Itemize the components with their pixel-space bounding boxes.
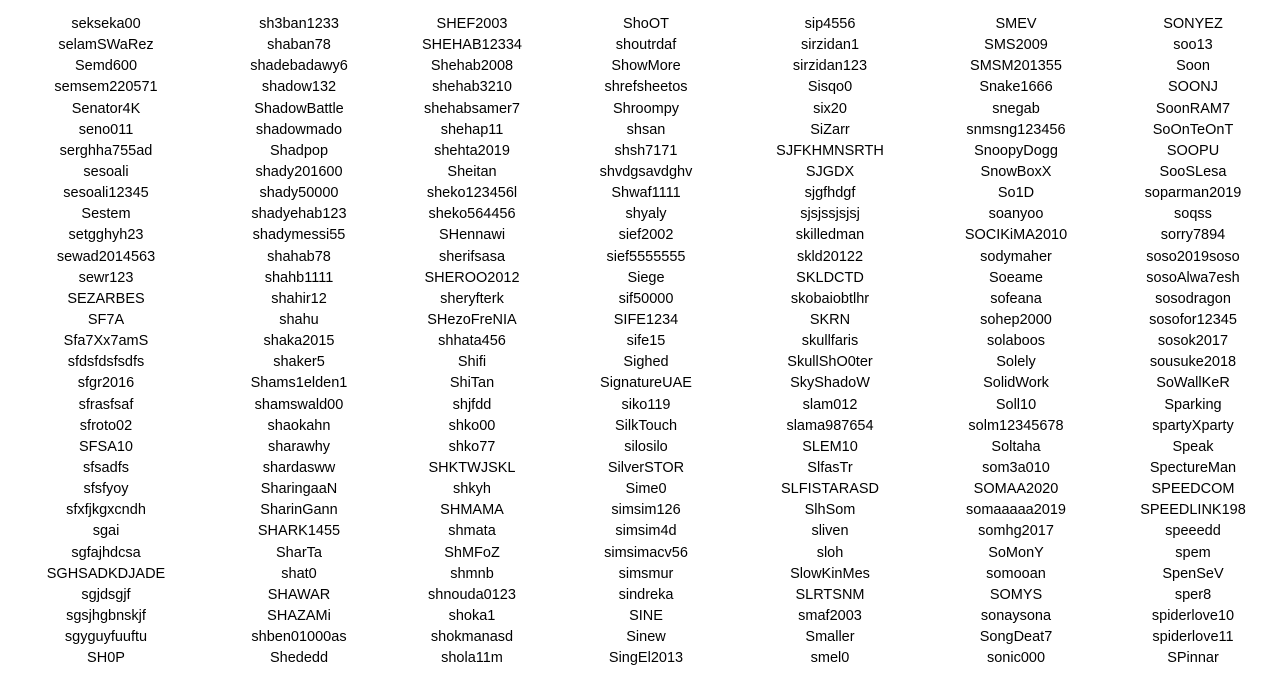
username-cell: shehabsamer7 — [424, 100, 520, 117]
username-cell: sgyguyfuuftu — [64, 629, 148, 646]
username-cell: soparman2019 — [1144, 185, 1242, 202]
username-column-5 — [734, 14, 926, 669]
username-cell: SoMonY — [988, 544, 1044, 561]
username-cell: Shams1elden1 — [250, 375, 348, 392]
username-cell: sgfajhdcsa — [71, 544, 141, 561]
username-cell: Siege — [627, 269, 665, 286]
username-cell: SharinGann — [260, 502, 338, 519]
username-cell: shsh7171 — [614, 142, 678, 159]
username-cell: shmata — [448, 523, 496, 540]
username-cell: SnoopyDogg — [974, 142, 1058, 159]
username-cell: shadowmado — [255, 121, 343, 138]
username-cell: SOMAA2020 — [973, 481, 1059, 498]
username-cell: shvdgsavdghv — [599, 163, 693, 180]
username-cell: sfdsfdsfsdfs — [67, 354, 145, 371]
username-cell: SpectureMan — [1149, 459, 1237, 476]
username-cell: seno011 — [78, 121, 134, 138]
username-cell: SilkTouch — [614, 417, 678, 434]
username-cell: Soon — [1176, 58, 1210, 75]
username-cell: SharTa — [276, 544, 322, 561]
username-cell: SooSLesa — [1159, 163, 1227, 180]
username-cell: shadyehab123 — [251, 206, 347, 223]
username-cell: SoonRAM7 — [1155, 100, 1231, 117]
username-cell: SEZARBES — [67, 290, 145, 307]
username-cell: shokmanasd — [430, 629, 514, 646]
username-cell: SJGDX — [805, 163, 855, 180]
username-cell: soo13 — [1173, 37, 1213, 54]
username-cell: SOONJ — [1168, 79, 1218, 96]
username-cell: shady50000 — [259, 185, 339, 202]
username-cell: silosilo — [624, 438, 668, 455]
username-cell: Shededd — [269, 650, 329, 667]
username-cell: sfxfjkgxcndh — [66, 502, 146, 519]
username-cell: SHKTWJSKL — [428, 459, 516, 476]
username-cell: soanyoo — [988, 206, 1044, 223]
username-cell: soqss — [1174, 206, 1212, 223]
username-cell: Sparking — [1164, 396, 1222, 413]
username-cell: SkullShO0ter — [787, 354, 873, 371]
username-cell: shjfdd — [452, 396, 492, 413]
username-cell: SJFKHMNSRTH — [776, 142, 884, 159]
username-cell: SIFE1234 — [613, 311, 679, 328]
username-cell: sherifsasa — [438, 248, 506, 265]
username-column-2 — [212, 14, 386, 669]
username-cell: sfroto02 — [79, 417, 133, 434]
username-cell: sfgr2016 — [77, 375, 135, 392]
username-cell: SharingaaN — [260, 481, 338, 498]
username-cell: siko119 — [621, 396, 671, 413]
username-cell: SnowBoxX — [980, 163, 1052, 180]
username-cell: skld20122 — [796, 248, 864, 265]
username-cell: Smaller — [805, 629, 855, 646]
username-cell: SHAZAMi — [267, 607, 331, 624]
username-cell: sewad2014563 — [56, 248, 156, 265]
username-cell: SPEEDLINK198 — [1140, 502, 1246, 519]
username-cell: shehta2019 — [434, 142, 510, 159]
username-cell: SongDeat7 — [979, 629, 1053, 646]
username-cell: Soll10 — [995, 396, 1037, 413]
username-cell: simsimacv56 — [604, 544, 688, 561]
username-cell: SHMAMA — [440, 502, 504, 519]
username-cell: snmsng123456 — [966, 121, 1066, 138]
username-cell: shola11m — [441, 650, 503, 667]
username-cell: shaban78 — [267, 37, 331, 54]
username-cell: smaf2003 — [798, 607, 862, 624]
username-cell: sheko123456l — [426, 185, 518, 202]
username-cell: somooan — [986, 565, 1046, 582]
username-cell: sonaysona — [980, 607, 1052, 624]
username-cell: Soeame — [988, 269, 1043, 286]
username-cell: SHezoFreNIA — [427, 311, 517, 328]
username-cell: sohep2000 — [980, 311, 1052, 328]
username-cell: sewr123 — [78, 269, 134, 286]
username-column-4 — [558, 14, 734, 669]
username-cell: somaaaaa2019 — [966, 502, 1066, 519]
username-cell: spiderlove10 — [1151, 607, 1235, 624]
username-cell: sesoali — [83, 163, 129, 180]
username-cell: Snake1666 — [979, 79, 1053, 96]
username-cell: sloh — [816, 544, 844, 561]
username-cell: serghha755ad — [59, 142, 153, 159]
username-cell: Sfa7Xx7amS — [63, 333, 149, 350]
username-cell: So1D — [997, 185, 1035, 202]
username-cell: simsim126 — [611, 502, 681, 519]
username-cell: Shroompy — [612, 100, 680, 117]
username-cell: SOOPU — [1166, 142, 1220, 159]
username-cell: snegab — [992, 100, 1040, 117]
username-cell: skobaiobtlhr — [790, 290, 870, 307]
username-cell: sgai — [92, 523, 120, 540]
username-cell: sheryfterk — [440, 290, 504, 307]
username-cell: SHEHAB12334 — [422, 37, 522, 54]
username-cell: spartyXparty — [1152, 417, 1234, 434]
username-cell: SOMYS — [989, 586, 1043, 603]
username-cell: ShiTan — [449, 375, 495, 392]
username-cell: SHAWAR — [267, 586, 331, 603]
username-cell: sharawhy — [267, 438, 331, 455]
username-cell: SLRTSNM — [795, 586, 865, 603]
username-cell: SpenSeV — [1162, 565, 1224, 582]
username-cell: shaker5 — [273, 354, 325, 371]
username-cell: SKLDCTD — [796, 269, 864, 286]
username-cell: ShowMore — [611, 58, 681, 75]
username-cell: Semd600 — [74, 58, 138, 75]
username-cell: shehap11 — [440, 121, 504, 138]
username-cell: sjsjssjsjsj — [800, 206, 860, 223]
username-cell: SMS2009 — [984, 37, 1048, 54]
username-cell: shahir12 — [271, 290, 327, 307]
username-cell: sjgfhdgf — [804, 185, 856, 202]
username-cell: sekseka00 — [71, 16, 141, 32]
username-cell: SoOnTeOnT — [1152, 121, 1234, 138]
username-cell: shadow132 — [261, 79, 337, 96]
username-cell: SMEV — [995, 16, 1037, 32]
username-cell: SlfasTr — [807, 459, 853, 476]
username-cell: sirzidan1 — [800, 37, 860, 54]
username-cell: slam012 — [802, 396, 858, 413]
username-cell: sip4556 — [804, 16, 856, 32]
username-cell: shadymessi55 — [252, 227, 346, 244]
username-cell: simsmur — [618, 565, 674, 582]
username-cell: spiderlove11 — [1152, 629, 1234, 646]
username-cell: SFSA10 — [79, 438, 133, 455]
username-cell: sief5555555 — [606, 248, 686, 265]
username-cell: sirzidan123 — [792, 58, 868, 75]
username-cell: som3a010 — [982, 459, 1050, 476]
username-cell: speeedd — [1165, 523, 1221, 540]
username-cell: sosofor12345 — [1149, 311, 1237, 328]
username-cell: sodymaher — [980, 248, 1052, 265]
username-cell: Solely — [996, 354, 1036, 371]
username-cell: shhata456 — [438, 333, 506, 350]
username-cell: shat0 — [281, 565, 317, 582]
username-cell: skilledman — [795, 227, 865, 244]
username-cell: sfsfyoy — [83, 481, 129, 498]
username-cell: SPinnar — [1167, 650, 1219, 667]
username-cell: shkyh — [453, 481, 491, 498]
username-cell: sonic000 — [986, 650, 1046, 667]
username-cell: SingEl2013 — [608, 650, 684, 667]
username-cell: sliven — [811, 523, 849, 540]
username-cell: shadebadawy6 — [250, 58, 348, 75]
username-cell: SilverSTOR — [607, 459, 685, 476]
username-cell: SGHSADKDJADE — [46, 565, 166, 582]
username-cell: sheko564456 — [428, 206, 516, 223]
username-cell: skullfaris — [801, 333, 859, 350]
username-cell: Senator4K — [71, 100, 141, 117]
username-cell: Sime0 — [625, 481, 667, 498]
username-cell: sindreka — [618, 586, 674, 603]
username-cell: Shadpop — [269, 142, 329, 159]
username-cell: SINE — [629, 607, 663, 624]
username-cell: sif50000 — [618, 290, 674, 307]
username-column-3 — [386, 14, 558, 669]
username-cell: ShoOT — [623, 16, 669, 32]
username-cell: setgghyh23 — [68, 227, 144, 244]
username-cell: sgsjhgbnskjf — [66, 607, 146, 624]
username-cell: shaokahn — [267, 417, 331, 434]
username-cell: Sestem — [81, 206, 131, 223]
username-cell: SPEEDCOM — [1151, 481, 1235, 498]
username-cell: SHARK1455 — [257, 523, 341, 540]
username-cell: sgjdsgjf — [81, 586, 131, 603]
username-cell: sosodragon — [1155, 290, 1231, 307]
username-cell: shsan — [626, 121, 666, 138]
username-cell: sfrasfsaf — [78, 396, 134, 413]
username-cell: Sheitan — [447, 163, 497, 180]
username-cell: solm12345678 — [968, 417, 1064, 434]
username-cell: SMSM201355 — [970, 58, 1062, 75]
username-cell: sousuke2018 — [1149, 354, 1237, 371]
username-cell: SolidWork — [983, 375, 1049, 392]
username-cell: Speak — [1172, 438, 1214, 455]
username-cell: Sinew — [626, 629, 666, 646]
username-cell: SKRN — [809, 311, 851, 328]
username-cell: SF7A — [87, 311, 125, 328]
username-cell: sper8 — [1174, 586, 1212, 603]
username-cell: somhg2017 — [978, 523, 1054, 540]
username-cell: Shehab2008 — [430, 58, 514, 75]
username-cell: Soltaha — [991, 438, 1041, 455]
username-cell: SkyShadoW — [790, 375, 870, 392]
username-cell: shben01000as — [251, 629, 347, 646]
username-cell: sife15 — [626, 333, 666, 350]
username-grid — [0, 14, 1280, 669]
username-cell: six20 — [813, 100, 847, 117]
username-cell: shady201600 — [255, 163, 343, 180]
username-cell: SignatureUAE — [600, 375, 692, 392]
username-cell: soso2019soso — [1146, 248, 1240, 265]
username-cell: shehab3210 — [432, 79, 512, 96]
username-cell: slama987654 — [786, 417, 874, 434]
username-cell: SONYEZ — [1163, 16, 1223, 32]
username-cell: SiZarr — [810, 121, 850, 138]
username-cell: ShadowBattle — [254, 100, 344, 117]
username-cell: Sisqo0 — [807, 79, 853, 96]
username-cell: solaboos — [986, 333, 1046, 350]
username-cell: simsim4d — [615, 523, 677, 540]
username-cell: shahab78 — [267, 248, 331, 265]
username-cell: SLEM10 — [802, 438, 858, 455]
username-cell: shko00 — [448, 417, 496, 434]
username-cell: SlowKinMes — [790, 565, 870, 582]
username-cell: SHennawi — [438, 227, 506, 244]
username-cell: Shwaf1111 — [611, 185, 681, 202]
username-cell: shahu — [279, 311, 319, 328]
username-cell: sh3ban1233 — [259, 16, 339, 32]
username-cell: shahb1111 — [264, 269, 334, 286]
username-cell: shaka2015 — [263, 333, 335, 350]
username-cell: shmnb — [450, 565, 494, 582]
username-cell: shyaly — [625, 206, 667, 223]
username-cell: shardasww — [262, 459, 336, 476]
username-cell: shoka1 — [448, 607, 496, 624]
username-cell: SLFISTARASD — [780, 481, 880, 498]
username-cell: shrefsheetos — [604, 79, 688, 96]
username-cell: selamSWaRez — [58, 37, 154, 54]
username-cell: spem — [1175, 544, 1211, 561]
username-cell: SlhSom — [804, 502, 856, 519]
username-cell: shoutrdaf — [615, 37, 677, 54]
username-cell: Shifi — [457, 354, 487, 371]
username-cell: sorry7894 — [1160, 227, 1226, 244]
username-cell: SH0P — [87, 650, 125, 667]
username-cell: SoWallKeR — [1156, 375, 1230, 392]
username-cell: shamswald00 — [254, 396, 344, 413]
username-cell: smel0 — [810, 650, 850, 667]
username-cell: sofeana — [990, 290, 1042, 307]
username-column-1 — [0, 14, 212, 669]
username-cell: sosoAlwa7esh — [1146, 269, 1240, 286]
username-cell: sosok2017 — [1157, 333, 1229, 350]
username-cell: SOCIKiMA2010 — [964, 227, 1068, 244]
username-cell: ShMFoZ — [444, 544, 500, 561]
username-column-6 — [926, 14, 1106, 669]
username-cell: sfsadfs — [83, 459, 129, 476]
username-cell: sief2002 — [618, 227, 674, 244]
username-cell: shnouda0123 — [428, 586, 516, 603]
username-cell: shko77 — [448, 438, 496, 455]
username-cell: SHEF2003 — [436, 16, 508, 32]
username-cell: SHEROO2012 — [424, 269, 520, 286]
username-column-7 — [1106, 14, 1280, 669]
username-cell: Sighed — [623, 354, 669, 371]
username-cell: sesoali12345 — [63, 185, 149, 202]
username-cell: semsem220571 — [54, 79, 158, 96]
